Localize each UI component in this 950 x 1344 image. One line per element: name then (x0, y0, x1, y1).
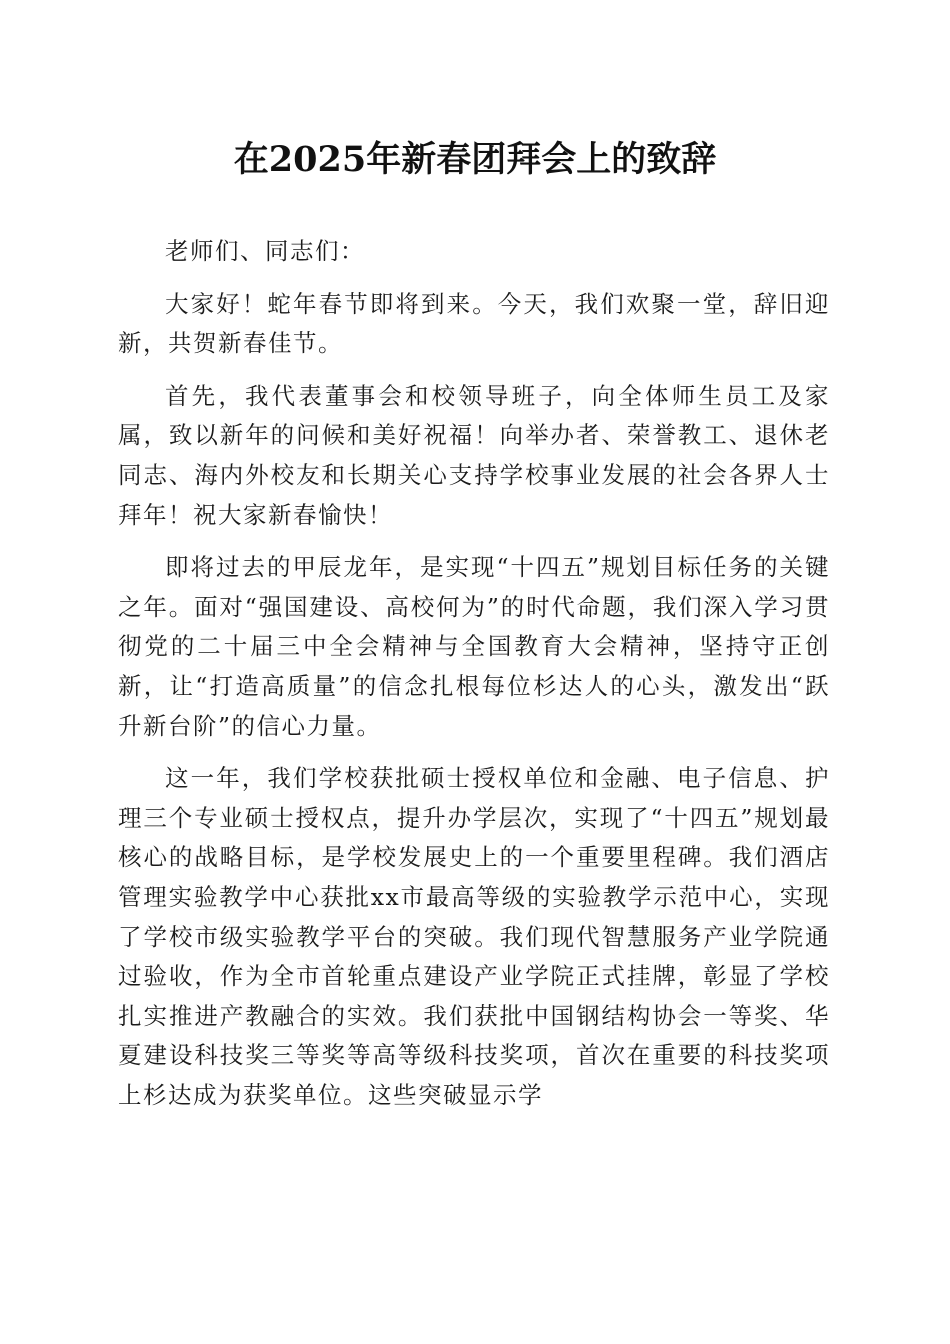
paragraph-achievements: 这一年，我们学校获批硕士授权单位和金融、电子信息、护理三个专业硕士授权点，提升办学层次，实现了“十四五”规划最核心的战略目标，是学校发展史上的一个重要里程碑。我们酒店管理实验教学中心获批xx市最高等级的实验教学示范中心，实现了学校市级实验教学平台的突破。我们现代智慧服务产业学院通过验收，作为全市首轮重点建设产业学院正式挂牌，彰显了学校扎实推进产教融合的实效。我们获批中国钢结构协会一等奖、华夏建设科技奖三等奖等高等级科技奖项，首次在重要的科技奖项上杉达成为获奖单位。这些突破显示学 (118, 764, 830, 1109)
paragraph-year-review: 即将过去的甲辰龙年，是实现“十四五”规划目标任务的关键之年。面对“强国建设、高校何为”的时代命题，我们深入学习贯彻党的二十届三中全会精神与全国教育大会精神，坚持守正创新，让“打造高质量”的信念扎根每位杉达人的心头，激发出“跃升新台阶”的信心力量。 (118, 553, 830, 740)
paragraph-greeting: 大家好！蛇年春节即将到来。今天，我们欢聚一堂，辞旧迎新，共贺新春佳节。 (118, 289, 830, 358)
salutation: 老师们、同志们： (165, 237, 365, 265)
document-body (118, 232, 830, 1115)
document-title: 在2025年新春团拜会上的致辞 (233, 139, 717, 180)
paragraph-new-year-wishes: 首先，我代表董事会和校领导班子，向全体师生员工及家属，致以新年的问候和美好祝福！向举办者、荣誉教工、退休老同志、海内外校友和长期关心支持学校事业发展的社会各界人士拜年！祝大家新春愉快！ (118, 381, 830, 529)
